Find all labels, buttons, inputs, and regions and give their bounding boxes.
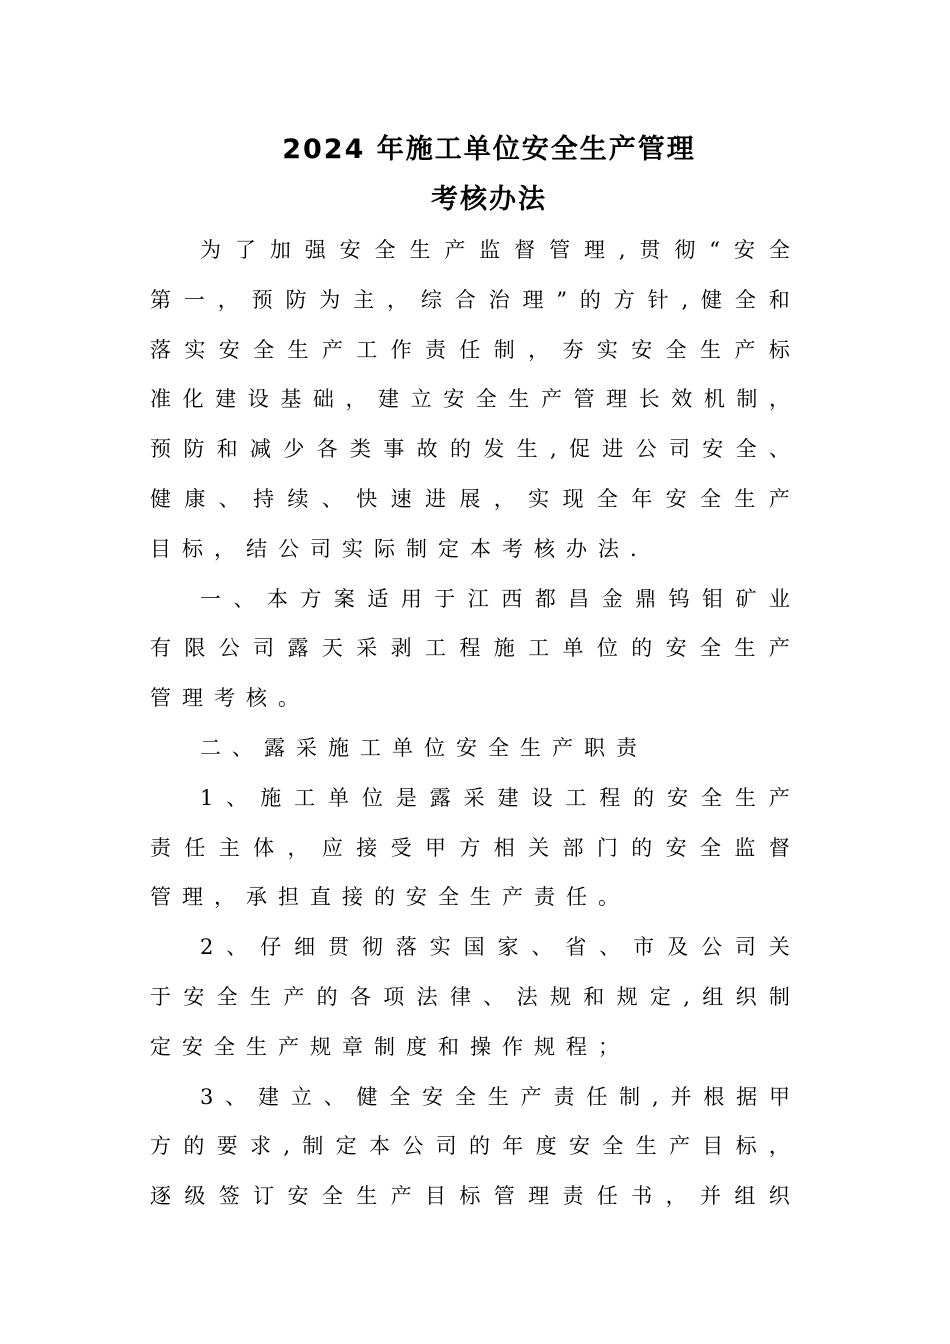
body-line: 第 一 ， 预 防 为 主 ， 综 合 治 理 ” 的 方 针 , 健 全 和	[150, 287, 790, 312]
body-line: 2 、 仔 细 贯 彻 落 实 国 家 、 省 、 市 及 公 司 关	[200, 935, 790, 960]
body-line: 责 任 主 体 ， 应 接 受 甲 方 相 关 部 门 的 安 全 监 督	[150, 835, 790, 860]
body-line: 健 康 、 持 续 、 快 速 进 展 ， 实 现 全 年 安 全 生 产	[150, 487, 790, 511]
body-line: 1 、 施 工 单 位 是 露 采 建 设 工 程 的 安 全 生 产	[200, 785, 790, 810]
body-line: 一 、 本 方 案 适 用 于 江 西 都 昌 金 鼎 钨 钼 矿 业	[200, 586, 790, 611]
body-line: 管 理 考 核 。	[150, 686, 299, 711]
body-line: 方 的 要 求 , 制 定 本 公 司 的 年 度 安 全 生 产 目 标 ，	[150, 1134, 790, 1159]
body-line: 目 标 ， 结 公 司 实 际 制 定 本 考 核 办 法 .	[150, 536, 637, 561]
body-line: 二 、 露 采 施 工 单 位 安 全 生 产 职 责	[200, 736, 637, 760]
body-line: 3 、 建 立 、 健 全 安 全 生 产 责 任 制 , 并 根 据 甲	[200, 1084, 790, 1109]
body-line: 准 化 建 设 基 础 ， 建 立 安 全 生 产 管 理 长 效 机 制 ，	[150, 387, 790, 412]
document-title-line-2: 考核办法	[431, 184, 547, 215]
body-line: 为 了 加 强 安 全 生 产 监 督 管 理 , 贯 彻 “ 安 全	[200, 238, 790, 262]
body-line: 定 安 全 生 产 规 章 制 度 和 操 作 规 程 ；	[150, 1034, 619, 1059]
body-line: 有 限 公 司 露 天 采 剥 工 程 施 工 单 位 的 安 全 生 产	[150, 636, 790, 661]
body-line: 落 实 安 全 生 产 工 作 责 任 制 ， 夯 实 安 全 生 产 标	[150, 337, 790, 362]
body-line: 管 理 ， 承 担 直 接 的 安 全 生 产 责 任 。	[150, 885, 619, 910]
body-line: 于 安 全 生 产 的 各 项 法 律 、 法 规 和 规 定 , 组 织 制	[150, 985, 790, 1009]
body-line: 逐 级 签 订 安 全 生 产 目 标 管 理 责 任 书 ， 并 组 织	[150, 1184, 790, 1209]
body-line: 预 防 和 减 少 各 类 事 故 的 发 生 , 促 进 公 司 安 全 、	[150, 437, 790, 462]
document-title-line-1: 2024 年施工单位安全生产管理	[282, 134, 696, 165]
